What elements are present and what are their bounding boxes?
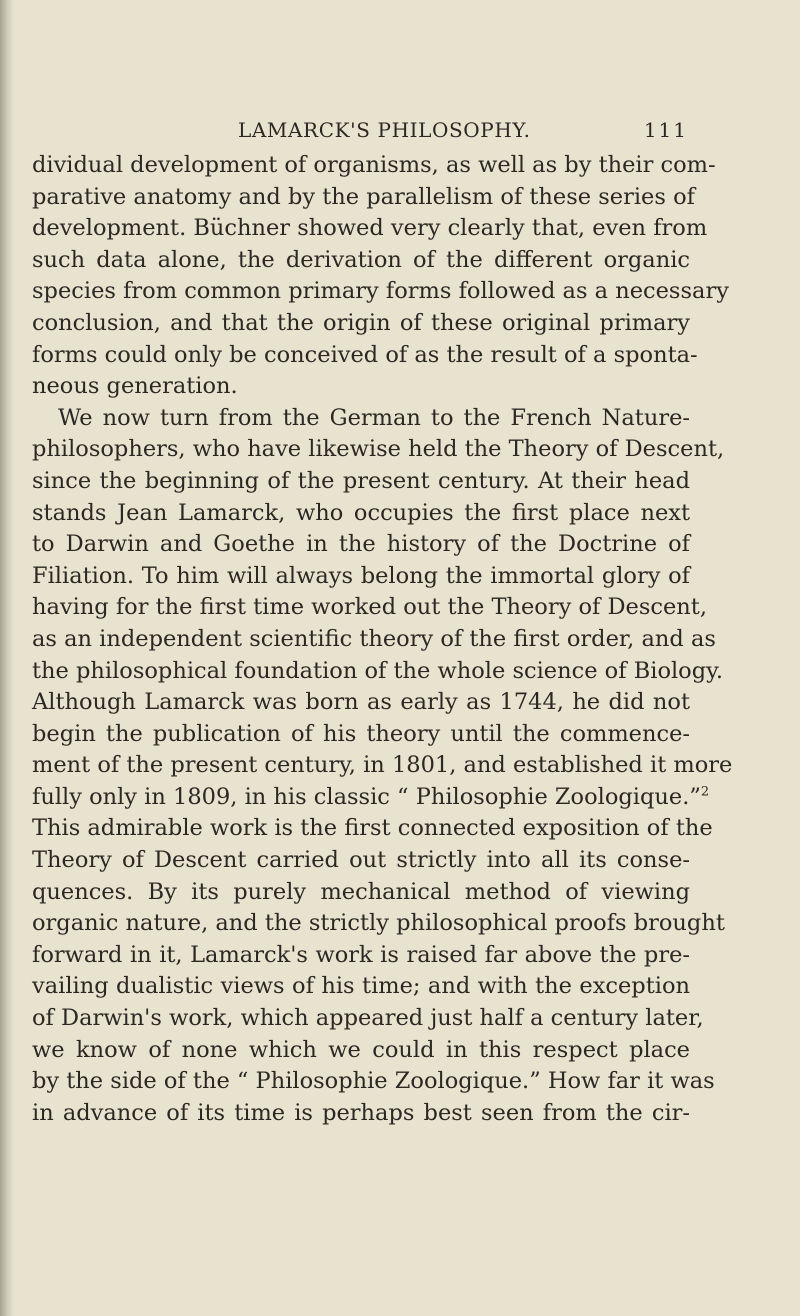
text-line: neous generation. <box>32 373 238 400</box>
body-text <box>32 150 733 1129</box>
text-line: development. Büchner showed very clearly that, even from <box>32 215 708 242</box>
text-line: begin the publication of his theory until the commence- <box>32 720 690 747</box>
text-line: forward in it, Lamarck's work is raised far above the pre- <box>32 941 690 968</box>
text-line: such data alone, the derivation of the different organic <box>32 246 690 273</box>
running-title: LAMARCK'S PHILOSOPHY. <box>238 118 531 142</box>
text-line: Although Lamarck was born as early as 1744, he did not <box>32 689 690 716</box>
text-line: species from common primary forms followed as a necessary <box>32 278 729 305</box>
footnote-marker: 2 <box>700 784 710 800</box>
paragraph-start-line: We now turn from the German to the French Nature- <box>58 404 690 431</box>
text-line: the philosophical foundation of the whole science of Biology. <box>32 657 724 684</box>
text-line: dividual development of organisms, as well as by their com- <box>32 152 716 178</box>
text-line: of Darwin's work, which appeared just half a century later, <box>32 1005 704 1032</box>
text-line: parative anatomy and by the parallelism of these series of <box>32 183 695 210</box>
text-line: we know of none which we could in this respect place <box>32 1036 690 1063</box>
text-line: Theory of Descent carried out strictly into all its conse- <box>32 847 690 874</box>
text-line: organic nature, and the strictly philosophical proofs brought <box>32 910 725 937</box>
text-line-content: fully only in 1809, in his classic “ Philosophie Zoologique.” <box>32 783 701 810</box>
page-binding-shadow <box>0 0 14 1316</box>
text-line: in advance of its time is perhaps best seen from the cir- <box>32 1099 690 1126</box>
running-head <box>238 115 688 145</box>
text-line: to Darwin and Goethe in the history of the Doctrine of <box>32 531 690 558</box>
text-line: vailing dualistic views of his time; and with the exception <box>32 973 690 1000</box>
text-line: quences. By its purely mechanical method of viewing <box>32 878 690 905</box>
text-line: by the side of the “ Philosophie Zoologique.” How far it was <box>32 1068 715 1095</box>
text-line: This admirable work is the first connected exposition of the <box>32 815 713 842</box>
text-line: since the beginning of the present century. At their head <box>32 467 690 494</box>
text-line: as an independent scientific theory of the first order, and as <box>32 625 716 652</box>
text-line: stands Jean Lamarck, who occupies the first place next <box>32 499 690 526</box>
page-number: 111 <box>643 118 688 142</box>
text-line: forms could only be conceived of as the result of a sponta- <box>32 341 698 368</box>
text-line: having for the first time worked out the Theory of Descent, <box>32 594 707 621</box>
text-line: conclusion, and that the origin of these original primary <box>32 309 690 336</box>
text-line: Filiation. To him will always belong the immortal glory of <box>32 562 690 589</box>
text-line: philosophers, who have likewise held the Theory of Descent, <box>32 436 725 463</box>
text-line: ment of the present century, in 1801, and established it more <box>32 752 733 779</box>
text-line-with-footnote <box>32 782 710 814</box>
